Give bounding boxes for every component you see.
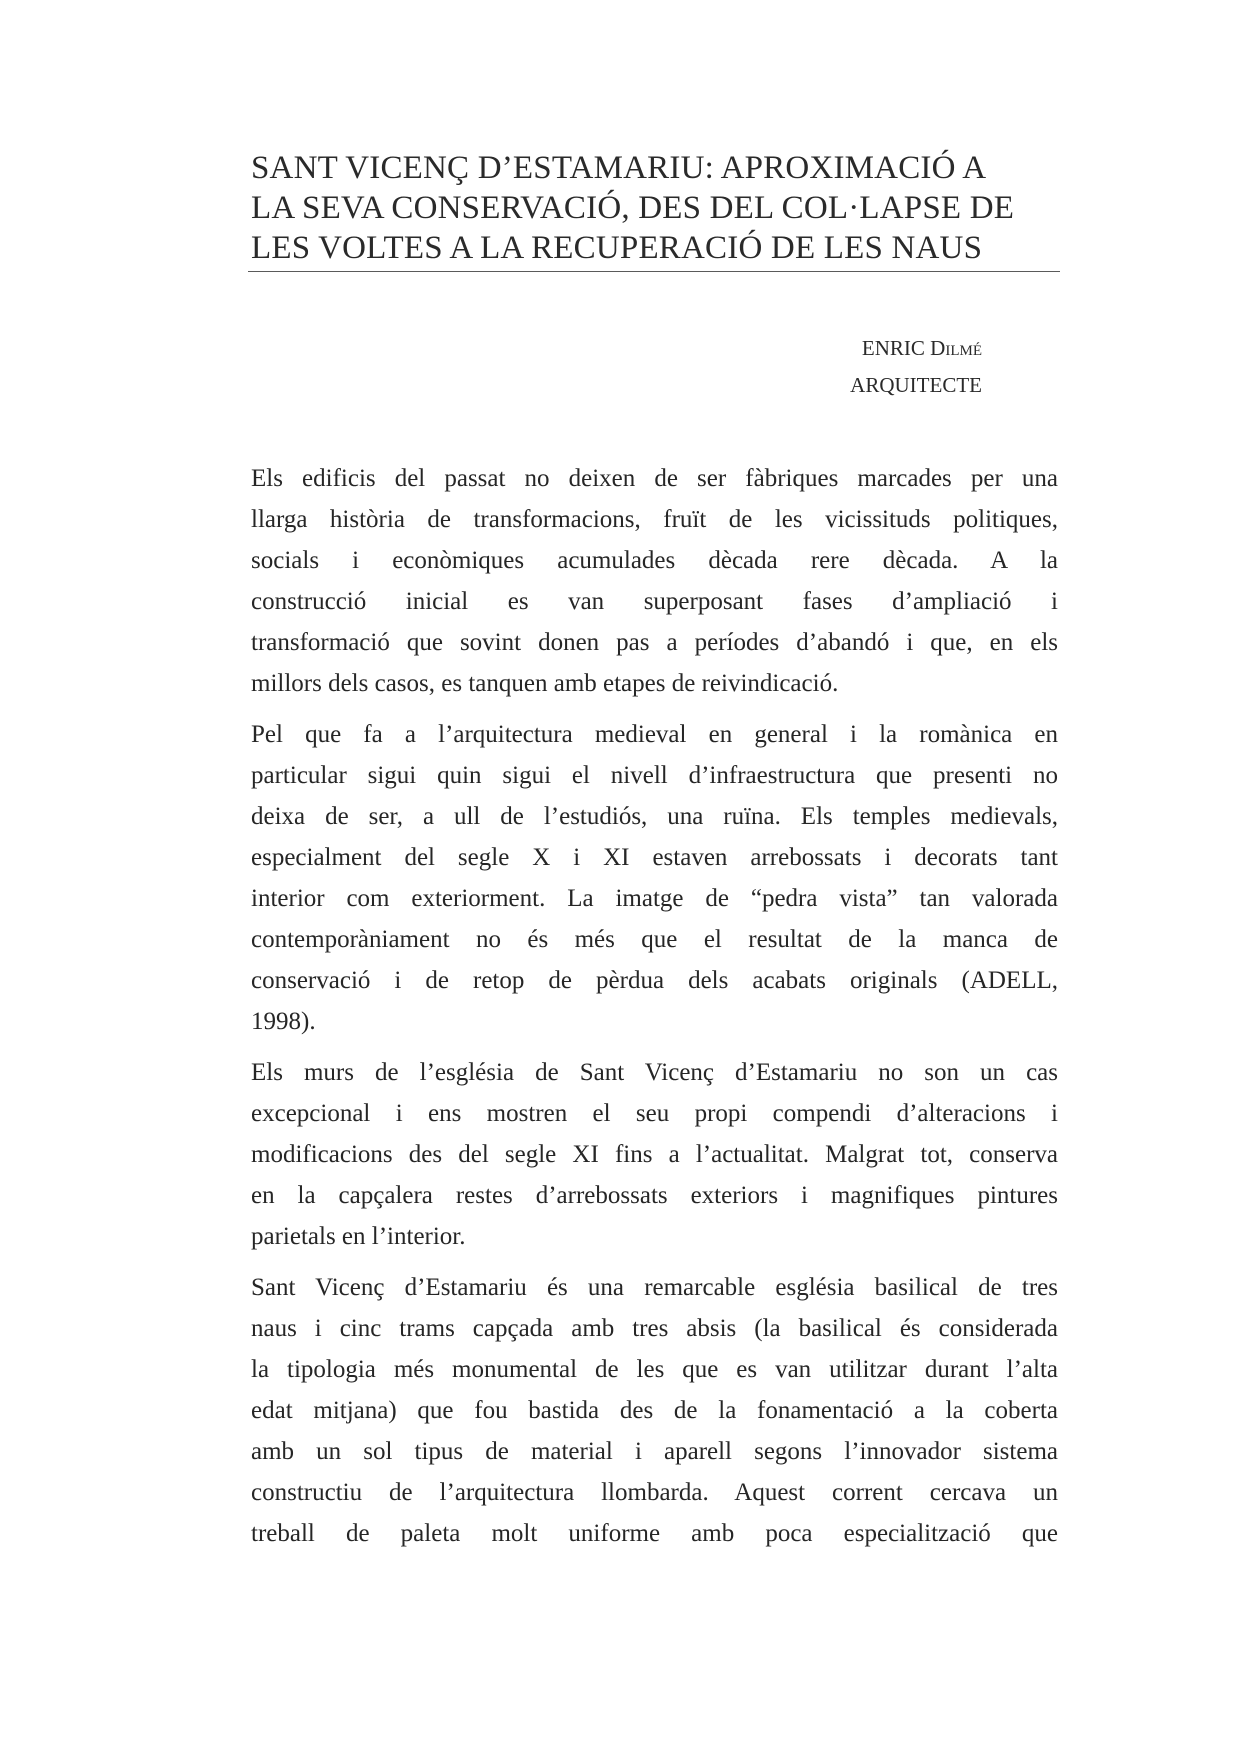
title-line-2: LA SEVA CONSERVACIÓ, DES DEL COL·LAPSE DE	[251, 190, 1015, 226]
title-line-1: SANT VICENÇ D’ESTAMARIU: APROXIMACIÓ A	[251, 150, 987, 186]
text-line: 1998).	[251, 1008, 316, 1035]
text-line: construcció inicial es van superposant fases d’ampliació i	[251, 588, 1058, 615]
paragraph-3	[251, 1052, 1058, 1257]
text-line: naus i cinc trams capçada amb tres absis (la basilical és considerada	[251, 1315, 1058, 1342]
paragraph-1	[251, 458, 1058, 704]
text-line: particular sigui quin sigui el nivell d’infraestructura que presenti no	[251, 762, 1058, 789]
text-line: Els murs de l’església de Sant Vicenç d’Estamariu no son un cas	[251, 1059, 1058, 1086]
text-line: socials i econòmiques acumulades dècada rere dècada. A la	[251, 547, 1058, 574]
text-line: especialment del segle X i XI estaven arrebossats i decorats tant	[251, 844, 1058, 871]
text-line: conservació i de retop de pèrdua dels acabats originals (ADELL,	[251, 967, 1058, 994]
text-line: deixa de ser, a ull de l’estudiós, una ruïna. Els temples medievals,	[251, 803, 1058, 830]
text-line: transformació que sovint donen pas a períodes d’abandó i que, en els	[251, 629, 1058, 656]
text-line: amb un sol tipus de material i aparell segons l’innovador sistema	[251, 1438, 1058, 1465]
title-line-3: LES VOLTES A LA RECUPERACIÓ DE LES NAUS	[251, 230, 983, 266]
article-body	[251, 458, 1058, 1564]
paragraph-2	[251, 714, 1058, 1042]
author-role: ARQUITECTE	[850, 373, 982, 397]
text-line: excepcional i ens mostren el seu propi compendi d’alteracions i	[251, 1100, 1058, 1127]
text-line: llarga història de transformacions, fruït de les vicissituds politiques,	[251, 506, 1058, 533]
article-title	[251, 148, 1061, 268]
text-line: treball de paleta molt uniforme amb poca especialització que	[251, 1520, 1058, 1547]
text-line: Sant Vicenç d’Estamariu és una remarcable església basilical de tres	[251, 1274, 1058, 1301]
title-underline-divider	[248, 271, 1060, 272]
text-line: edat mitjana) que fou bastida des de la fonamentació a la coberta	[251, 1397, 1058, 1424]
text-line: Els edificis del passat no deixen de ser fàbriques marcades per una	[251, 465, 1058, 492]
text-line: Pel que fa a l’arquitectura medieval en general i la romànica en	[251, 721, 1058, 748]
text-line: millors dels casos, es tanquen amb etapes de reivindicació.	[251, 670, 839, 697]
text-line: en la capçalera restes d’arrebossats exteriors i magnifiques pintures	[251, 1182, 1058, 1209]
author-block	[800, 330, 982, 404]
text-line: la tipologia més monumental de les que es van utilitzar durant l’alta	[251, 1356, 1058, 1383]
text-line: interior com exteriorment. La imatge de “pedra vista” tan valorada	[251, 885, 1058, 912]
paragraph-4	[251, 1267, 1058, 1554]
text-line: contemporàniament no és més que el resultat de la manca de	[251, 926, 1058, 953]
text-line: modificacions des del segle XI fins a l’actualitat. Malgrat tot, conserva	[251, 1141, 1058, 1168]
text-line: parietals en l’interior.	[251, 1223, 466, 1250]
text-line: constructiu de l’arquitectura llombarda. Aquest corrent cercava un	[251, 1479, 1058, 1506]
author-name: ENRIC Dilmé	[861, 336, 982, 360]
